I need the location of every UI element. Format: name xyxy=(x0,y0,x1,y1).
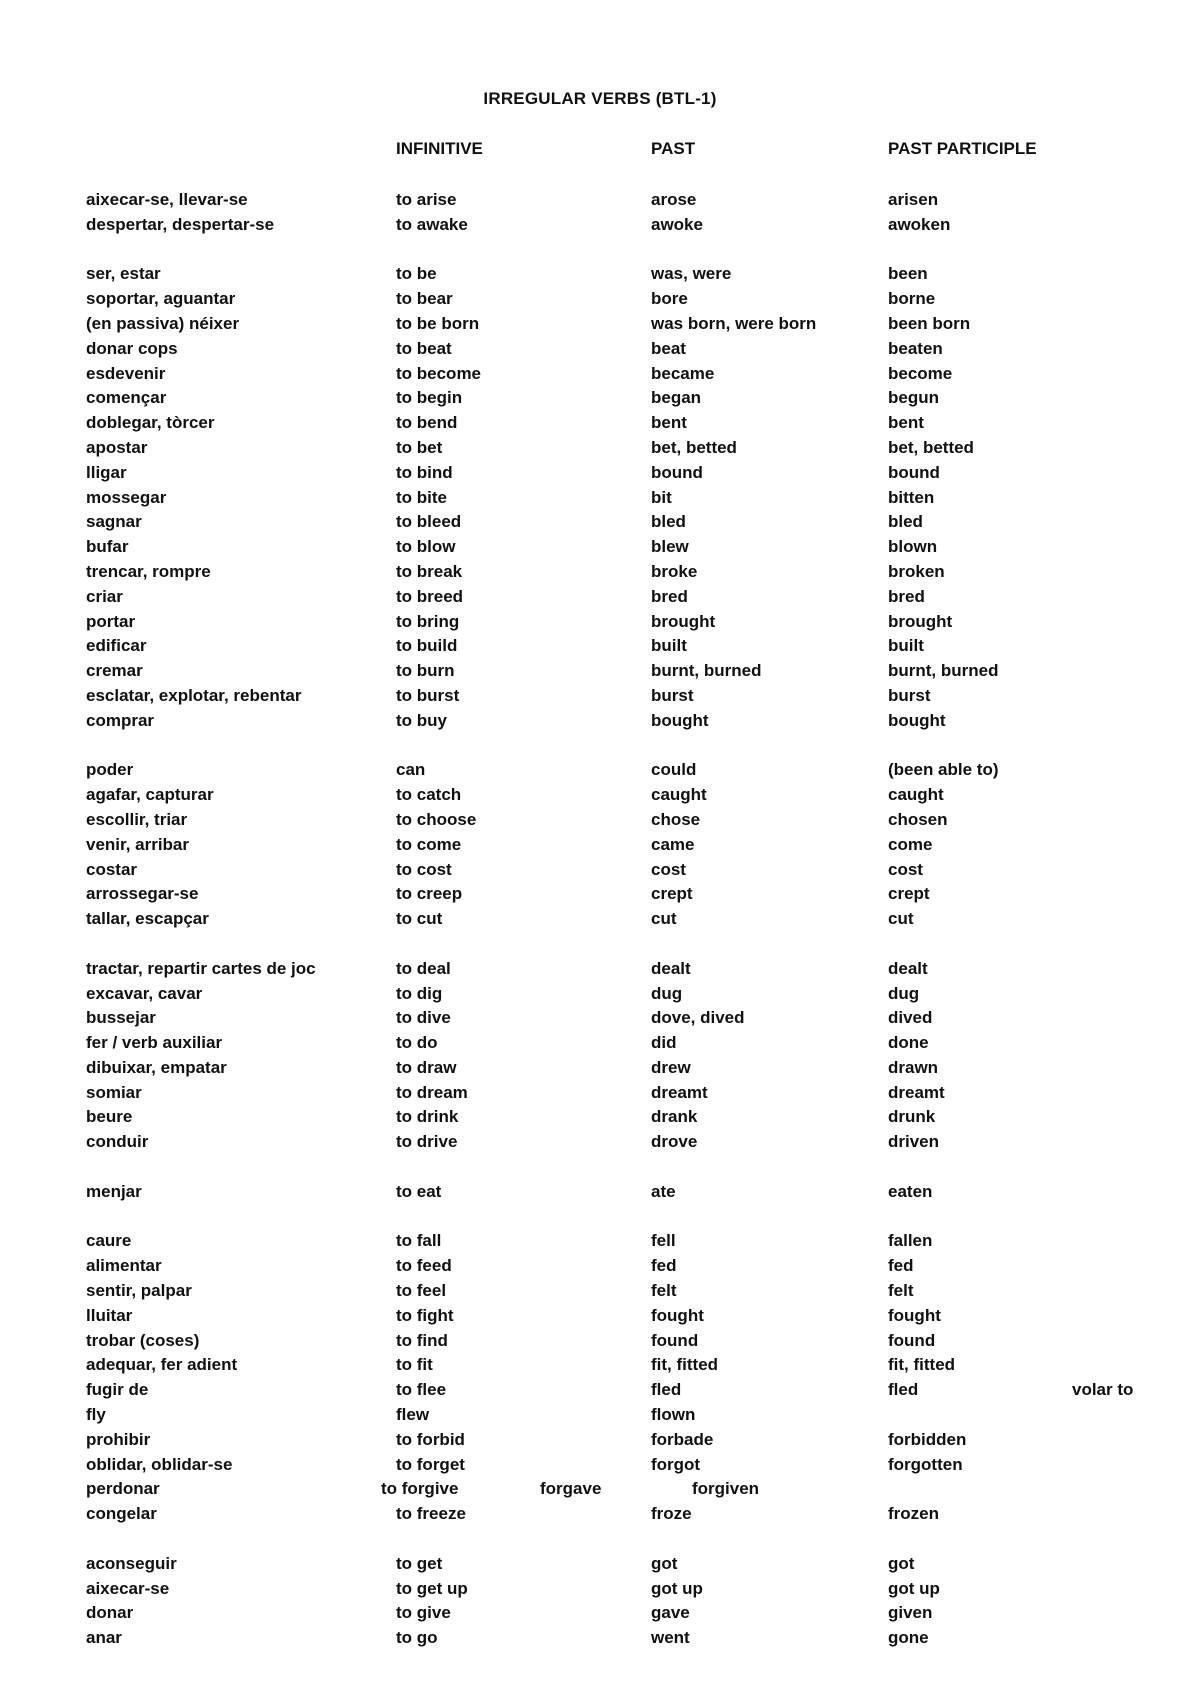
table-row xyxy=(0,883,1200,908)
past-participle-cell: fallen xyxy=(888,1231,933,1251)
past-participle-cell: burnt, burned xyxy=(888,661,999,681)
infinitive-cell: to drink xyxy=(396,1107,459,1127)
catalan-cell: prohibir xyxy=(86,1429,151,1449)
table-row xyxy=(0,1106,1200,1131)
infinitive-cell: to get up xyxy=(396,1578,468,1598)
table-row xyxy=(0,1181,1200,1206)
catalan-cell: venir, arribar xyxy=(86,834,190,854)
past-cell: built xyxy=(651,636,687,656)
past-participle-cell: come xyxy=(888,834,933,854)
catalan-cell: tractar, repartir cartes de joc xyxy=(86,958,316,978)
past-cell: ate xyxy=(651,1181,676,1201)
table-row xyxy=(0,1404,1200,1429)
past-participle-cell: broken xyxy=(888,561,945,581)
infinitive-cell: to cost xyxy=(396,859,452,879)
table-row xyxy=(0,1553,1200,1578)
infinitive-cell: to buy xyxy=(396,710,447,730)
catalan-cell: aixecar-se xyxy=(86,1578,170,1598)
table-row xyxy=(0,834,1200,859)
past-participle-cell: cut xyxy=(888,909,914,929)
infinitive-cell: to get xyxy=(396,1553,443,1573)
table-row xyxy=(0,487,1200,512)
past-cell: drew xyxy=(651,1057,691,1077)
infinitive-cell: to be born xyxy=(396,313,480,333)
table-row xyxy=(0,908,1200,933)
past-cell: forbade xyxy=(651,1429,714,1449)
page-title: IRREGULAR VERBS (BTL-1) xyxy=(483,89,717,108)
table-row xyxy=(0,1032,1200,1057)
past-cell: was born, were born xyxy=(651,313,817,333)
table-row xyxy=(0,387,1200,412)
past-cell: began xyxy=(651,388,702,408)
past-participle-cell: forgiven xyxy=(692,1479,760,1499)
table-row xyxy=(0,536,1200,561)
row-gap xyxy=(0,933,1200,958)
infinitive-cell: to fall xyxy=(396,1231,442,1251)
infinitive-cell: to eat xyxy=(396,1181,442,1201)
catalan-cell: anar xyxy=(86,1628,122,1648)
table-row xyxy=(0,1280,1200,1305)
catalan-cell: alimentar xyxy=(86,1256,162,1276)
infinitive-cell: to bleed xyxy=(396,512,462,532)
catalan-cell: trencar, rompre xyxy=(86,561,211,581)
past-cell: found xyxy=(651,1330,699,1350)
past-participle-cell: fed xyxy=(888,1256,914,1276)
catalan-cell: bufar xyxy=(86,537,129,557)
past-cell: beat xyxy=(651,338,686,358)
table-row xyxy=(0,363,1200,388)
verb-table xyxy=(0,189,1200,1652)
past-cell: dug xyxy=(651,983,683,1003)
table-row xyxy=(0,1429,1200,1454)
past-cell: awoke xyxy=(651,214,703,234)
past-cell: felt xyxy=(651,1281,677,1301)
infinitive-cell: to be xyxy=(396,264,437,284)
catalan-cell: fly xyxy=(86,1405,106,1425)
infinitive-cell: to flee xyxy=(396,1380,447,1400)
catalan-cell: portar xyxy=(86,611,136,631)
table-row xyxy=(0,1478,1200,1503)
table-row xyxy=(0,462,1200,487)
past-participle-cell: arisen xyxy=(888,190,939,209)
infinitive-cell: to fight xyxy=(396,1305,454,1325)
past-participle-cell: cost xyxy=(888,859,923,879)
row-gap xyxy=(0,1156,1200,1181)
table-row xyxy=(0,759,1200,784)
past-cell: forgave xyxy=(540,1479,602,1499)
past-cell: flown xyxy=(651,1405,696,1425)
table-row xyxy=(0,313,1200,338)
past-participle-cell: driven xyxy=(888,1132,940,1152)
past-cell: forgot xyxy=(651,1454,701,1474)
past-cell: was, were xyxy=(651,264,732,284)
past-participle-cell: dug xyxy=(888,983,920,1003)
table-row xyxy=(0,288,1200,313)
catalan-cell: donar xyxy=(86,1603,134,1623)
infinitive-cell: to break xyxy=(396,561,463,581)
catalan-cell: costar xyxy=(86,859,138,879)
catalan-cell: conduir xyxy=(86,1132,149,1152)
past-cell: arose xyxy=(651,190,697,209)
past-participle-cell: brought xyxy=(888,611,953,631)
past-participle-cell: dreamt xyxy=(888,1082,945,1102)
past-participle-cell: bought xyxy=(888,710,946,730)
past-participle-cell: (been able to) xyxy=(888,760,999,780)
infinitive-cell: to bend xyxy=(396,413,458,433)
past-participle-cell: dived xyxy=(888,1008,933,1028)
infinitive-cell: to bring xyxy=(396,611,460,631)
past-participle-cell: bent xyxy=(888,413,924,433)
infinitive-cell: to fit xyxy=(396,1355,433,1375)
catalan-cell: apostar xyxy=(86,437,148,457)
catalan-cell: aixecar-se, llevar-se xyxy=(86,190,248,209)
catalan-cell: caure xyxy=(86,1231,132,1251)
catalan-cell: sentir, palpar xyxy=(86,1281,192,1301)
catalan-cell: lluitar xyxy=(86,1305,133,1325)
infinitive-cell: to beat xyxy=(396,338,452,358)
infinitive-cell: can xyxy=(396,760,426,780)
table-row xyxy=(0,1627,1200,1652)
past-cell: bit xyxy=(651,487,672,507)
infinitive-cell: to blow xyxy=(396,537,456,557)
past-participle-cell: become xyxy=(888,363,953,383)
past-participle-cell: bred xyxy=(888,586,925,606)
infinitive-cell: to freeze xyxy=(396,1504,466,1524)
table-row xyxy=(0,1255,1200,1280)
header-infinitive: INFINITIVE xyxy=(396,139,483,158)
infinitive-cell: to breed xyxy=(396,586,464,606)
table-row xyxy=(0,437,1200,462)
past-participle-cell: got xyxy=(888,1553,915,1573)
past-participle-cell: gone xyxy=(888,1628,929,1648)
past-cell: crept xyxy=(651,884,693,904)
infinitive-cell: to bite xyxy=(396,487,447,507)
catalan-cell: oblidar, oblidar-se xyxy=(86,1454,233,1474)
table-row xyxy=(0,263,1200,288)
infinitive-cell: to deal xyxy=(396,958,451,978)
catalan-cell: congelar xyxy=(86,1504,157,1524)
past-cell: brought xyxy=(651,611,716,631)
catalan-cell: sagnar xyxy=(86,512,142,532)
past-participle-cell: built xyxy=(888,636,924,656)
past-cell: went xyxy=(651,1628,690,1648)
infinitive-cell: to forget xyxy=(396,1454,465,1474)
past-cell: bled xyxy=(651,512,686,532)
past-cell: cost xyxy=(651,859,686,879)
catalan-cell: poder xyxy=(86,760,134,780)
past-participle-cell: begun xyxy=(888,388,939,408)
table-row xyxy=(0,1454,1200,1479)
table-row xyxy=(0,561,1200,586)
past-participle-cell: chosen xyxy=(888,809,948,829)
past-cell: broke xyxy=(651,561,698,581)
infinitive-cell: to dream xyxy=(396,1082,468,1102)
table-row xyxy=(0,611,1200,636)
table-row xyxy=(0,1057,1200,1082)
past-participle-cell: forbidden xyxy=(888,1429,967,1449)
infinitive-cell: to catch xyxy=(396,785,462,805)
past-participle-cell: drunk xyxy=(888,1107,936,1127)
row-gap xyxy=(0,1528,1200,1553)
catalan-cell: criar xyxy=(86,586,123,606)
past-participle-cell: blown xyxy=(888,537,938,557)
catalan-cell: dibuixar, empatar xyxy=(86,1057,227,1077)
past-cell: caught xyxy=(651,785,707,805)
past-cell: got xyxy=(651,1553,678,1573)
past-participle-cell: crept xyxy=(888,884,930,904)
table-row xyxy=(0,859,1200,884)
past-participle-cell: got up xyxy=(888,1578,940,1598)
past-participle-cell: bet, betted xyxy=(888,437,974,457)
past-participle-cell: been xyxy=(888,264,928,284)
catalan-cell: comprar xyxy=(86,710,155,730)
row-gap xyxy=(0,239,1200,264)
catalan-cell: cremar xyxy=(86,661,143,681)
row-gap xyxy=(0,735,1200,760)
past-cell: dealt xyxy=(651,958,691,978)
past-cell: chose xyxy=(651,809,701,829)
past-cell: dove, dived xyxy=(651,1008,745,1028)
table-header xyxy=(0,139,1200,163)
infinitive-cell: to give xyxy=(396,1603,451,1623)
infinitive-cell: to become xyxy=(396,363,482,383)
past-cell: bet, betted xyxy=(651,437,737,457)
catalan-cell: despertar, despertar-se xyxy=(86,214,275,234)
past-cell: came xyxy=(651,834,695,854)
catalan-cell: fugir de xyxy=(86,1380,149,1400)
infinitive-cell: to forgive xyxy=(381,1479,459,1499)
table-row xyxy=(0,511,1200,536)
table-row xyxy=(0,412,1200,437)
past-participle-cell: frozen xyxy=(888,1504,939,1524)
catalan-cell: esclatar, explotar, rebentar xyxy=(86,685,302,705)
table-row xyxy=(0,710,1200,735)
past-participle-cell: awoken xyxy=(888,214,951,234)
infinitive-cell: to build xyxy=(396,636,458,656)
past-cell: dreamt xyxy=(651,1082,708,1102)
past-cell: bent xyxy=(651,413,687,433)
past-participle-cell: given xyxy=(888,1603,933,1623)
infinitive-cell: to go xyxy=(396,1628,438,1648)
table-row xyxy=(0,1305,1200,1330)
catalan-cell: ser, estar xyxy=(86,264,161,284)
catalan-cell: menjar xyxy=(86,1181,142,1201)
past-participle-cell: bound xyxy=(888,462,940,482)
infinitive-cell: to draw xyxy=(396,1057,457,1077)
infinitive-cell: to choose xyxy=(396,809,477,829)
catalan-cell: perdonar xyxy=(86,1479,160,1499)
catalan-cell: lligar xyxy=(86,462,127,482)
past-participle-cell: eaten xyxy=(888,1181,933,1201)
infinitive-cell: to bear xyxy=(396,289,453,309)
past-participle-cell: bled xyxy=(888,512,923,532)
infinitive-cell: to burst xyxy=(396,685,460,705)
table-row xyxy=(0,1379,1200,1404)
catalan-cell: arrossegar-se xyxy=(86,884,199,904)
past-participle-cell: beaten xyxy=(888,338,943,358)
table-row xyxy=(0,338,1200,363)
past-participle-cell: found xyxy=(888,1330,936,1350)
infinitive-cell: to cut xyxy=(396,909,443,929)
past-cell: gave xyxy=(651,1603,690,1623)
infinitive-cell: to burn xyxy=(396,661,455,681)
past-cell: burst xyxy=(651,685,694,705)
table-row xyxy=(0,1330,1200,1355)
catalan-cell: soportar, aguantar xyxy=(86,289,236,309)
past-participle-cell: drawn xyxy=(888,1057,939,1077)
catalan-cell: mossegar xyxy=(86,487,167,507)
table-row xyxy=(0,1354,1200,1379)
past-participle-cell: dealt xyxy=(888,958,928,978)
past-participle-cell: bitten xyxy=(888,487,935,507)
catalan-cell: somiar xyxy=(86,1082,142,1102)
past-cell: fought xyxy=(651,1305,704,1325)
past-cell: fell xyxy=(651,1231,676,1251)
past-cell: drove xyxy=(651,1132,698,1152)
catalan-cell: adequar, fer adient xyxy=(86,1355,238,1375)
past-cell: burnt, burned xyxy=(651,661,762,681)
infinitive-cell: to arise xyxy=(396,190,457,209)
past-participle-cell: fled xyxy=(888,1380,919,1400)
table-row xyxy=(0,1602,1200,1627)
past-participle-cell: caught xyxy=(888,785,944,805)
catalan-cell: fer / verb auxiliar xyxy=(86,1033,223,1053)
past-cell: drank xyxy=(651,1107,698,1127)
row-gap xyxy=(0,1206,1200,1231)
past-cell: bought xyxy=(651,710,709,730)
past-cell: fled xyxy=(651,1380,682,1400)
table-row xyxy=(0,1503,1200,1528)
past-cell: cut xyxy=(651,909,677,929)
table-row xyxy=(0,809,1200,834)
infinitive-cell: to forbid xyxy=(396,1429,465,1449)
table-row xyxy=(0,685,1200,710)
infinitive-cell: to bet xyxy=(396,437,443,457)
past-cell: bore xyxy=(651,289,688,309)
past-participle-cell: fit, fitted xyxy=(888,1355,956,1375)
past-cell: bred xyxy=(651,586,688,606)
past-cell: got up xyxy=(651,1578,703,1598)
past-cell: did xyxy=(651,1033,677,1053)
catalan-cell: aconseguir xyxy=(86,1553,177,1573)
table-row xyxy=(0,1082,1200,1107)
past-cell: became xyxy=(651,363,715,383)
past-cell: blew xyxy=(651,537,689,557)
infinitive-cell: flew xyxy=(396,1405,430,1425)
table-row xyxy=(0,1131,1200,1156)
past-cell: fit, fitted xyxy=(651,1355,719,1375)
past-participle-cell: burst xyxy=(888,685,931,705)
header-past-participle: PAST PARTICIPLE xyxy=(888,139,1037,158)
catalan-cell: començar xyxy=(86,388,167,408)
infinitive-cell: to feel xyxy=(396,1281,447,1301)
past-cell: could xyxy=(651,760,697,780)
infinitive-cell: to bind xyxy=(396,462,453,482)
catalan-cell: escollir, triar xyxy=(86,809,188,829)
header-past: PAST xyxy=(651,139,696,158)
infinitive-cell: to dive xyxy=(396,1008,451,1028)
catalan-cell: doblegar, tòrcer xyxy=(86,413,215,433)
past-participle-cell: been born xyxy=(888,313,971,333)
table-row xyxy=(0,1007,1200,1032)
table-row xyxy=(0,958,1200,983)
table-row xyxy=(0,983,1200,1008)
past-participle-cell: felt xyxy=(888,1281,914,1301)
catalan-cell: donar cops xyxy=(86,338,178,358)
past-participle-cell: forgotten xyxy=(888,1454,963,1474)
catalan-cell: tallar, escapçar xyxy=(86,909,209,929)
past-participle-cell: done xyxy=(888,1033,929,1053)
table-row xyxy=(0,1230,1200,1255)
table-row xyxy=(0,189,1200,214)
infinitive-cell: to begin xyxy=(396,388,463,408)
infinitive-cell: to feed xyxy=(396,1256,452,1276)
past-participle-cell: fought xyxy=(888,1305,941,1325)
catalan-cell: agafar, capturar xyxy=(86,785,214,805)
infinitive-cell: to come xyxy=(396,834,462,854)
infinitive-cell: to awake xyxy=(396,214,468,234)
past-participle-cell: borne xyxy=(888,289,936,309)
past-cell: bound xyxy=(651,462,703,482)
infinitive-cell: to creep xyxy=(396,884,463,904)
table-row xyxy=(0,660,1200,685)
table-row xyxy=(0,635,1200,660)
infinitive-cell: to find xyxy=(396,1330,448,1350)
table-row xyxy=(0,784,1200,809)
catalan-cell: edificar xyxy=(86,636,147,656)
catalan-cell: (en passiva) néixer xyxy=(86,313,240,333)
infinitive-cell: to drive xyxy=(396,1132,458,1152)
past-cell: froze xyxy=(651,1504,692,1524)
extra-cell: volar to xyxy=(1072,1380,1134,1400)
infinitive-cell: to dig xyxy=(396,983,443,1003)
past-cell: fed xyxy=(651,1256,677,1276)
infinitive-cell: to do xyxy=(396,1033,438,1053)
table-row xyxy=(0,214,1200,239)
table-row xyxy=(0,586,1200,611)
catalan-cell: esdevenir xyxy=(86,363,166,383)
catalan-cell: trobar (coses) xyxy=(86,1330,200,1350)
catalan-cell: excavar, cavar xyxy=(86,983,203,1003)
catalan-cell: bussejar xyxy=(86,1008,156,1028)
catalan-cell: beure xyxy=(86,1107,133,1127)
table-row xyxy=(0,1578,1200,1603)
